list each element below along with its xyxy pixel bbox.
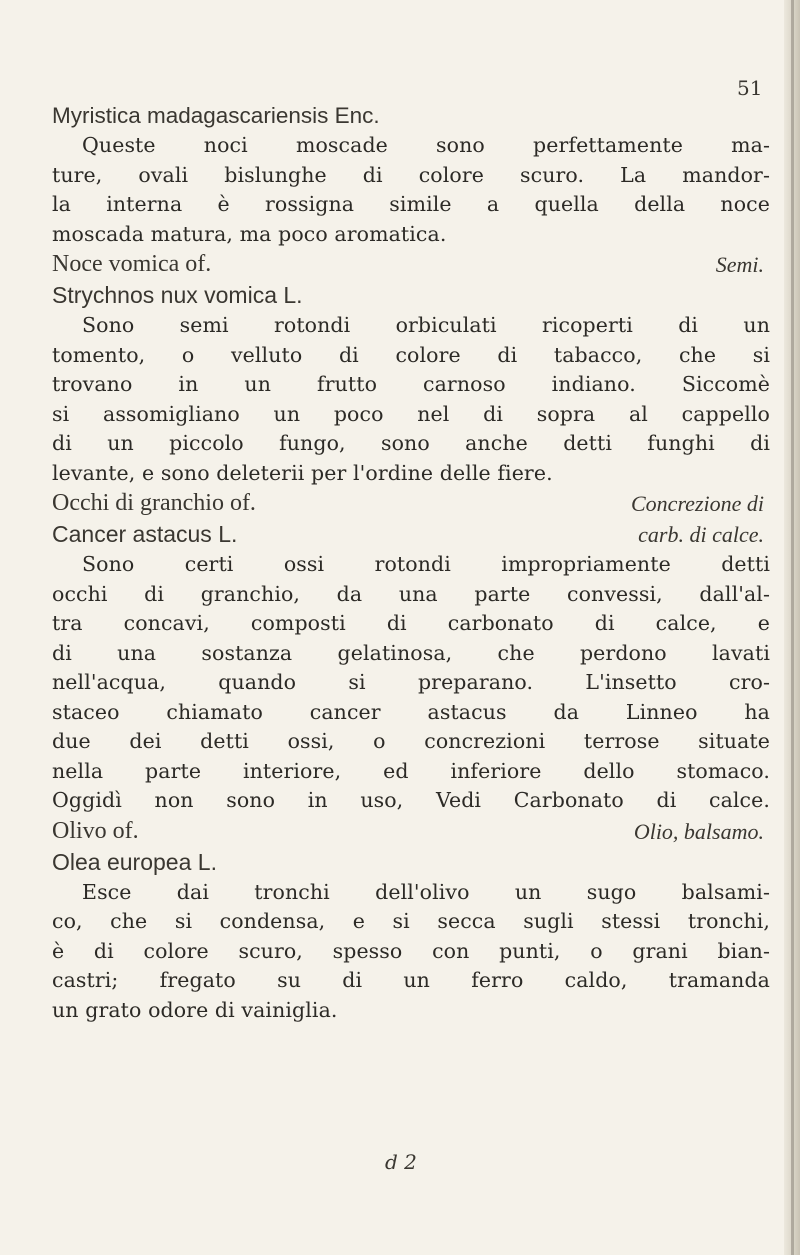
page-number: 51	[737, 76, 763, 100]
binomial-name: Cancer astacus L.	[52, 521, 238, 547]
body-line: un grato odore di vainiglia.	[52, 997, 338, 1022]
drug-part: Semi.	[715, 252, 764, 277]
body-line: tra concavi, composti di carbonato di calce, e	[52, 611, 770, 635]
body-line: di una sostanza gelatinosa, che perdono lavati	[52, 640, 770, 665]
entry-heading-myristica: Myristica madagascariensis Enc.	[52, 103, 380, 128]
body-line: Sono certi ossi rotondi impropriamente detti	[82, 552, 770, 576]
body-line: nella parte interiore, ed inferiore dello stomaco.	[52, 758, 770, 783]
body-line: è di colore scuro, spesso con punti, o grani bian-	[52, 938, 770, 963]
entry-row-noce-vomica	[52, 249, 770, 280]
drug-part: Olio, balsamo.	[633, 818, 764, 844]
body-line: ture, ovali bislunghe di colore scuro. La mandor-	[52, 162, 770, 187]
body-line: moscada matura, ma poco aromatica.	[52, 221, 447, 246]
body-line: Sono semi rotondi orbiculati ricoperti di un	[82, 313, 770, 337]
page-edge-shadow	[791, 0, 794, 1255]
common-name: Occhi di granchio of.	[52, 490, 256, 516]
signature-mark: d 2	[385, 1150, 417, 1174]
drug-part: Concrezione di	[631, 491, 764, 516]
body-line: trovano in un frutto carnoso indiano. Siccomè	[52, 372, 770, 396]
drug-part-continued: carb. di calce.	[638, 522, 764, 547]
body-line: due dei detti ossi, o concrezioni terrose situate	[52, 729, 770, 753]
common-name: Noce vomica of.	[52, 251, 212, 277]
body-line: nell'acqua, quando si preparano. L'insetto cro-	[52, 670, 770, 694]
body-line: Esce dai tronchi dell'olivo un sugo balsami-	[82, 879, 770, 904]
common-name: Olivo of.	[52, 817, 139, 844]
binomial-name: Strychnos nux vomica L.	[52, 282, 303, 308]
body-line: levante, e sono deleterii per l'ordine delle fiere.	[52, 460, 553, 485]
body-line: occhi di granchio, da una parte convessi, dall'al-	[52, 581, 770, 606]
body-line: tomento, o velluto di colore di tabacco, che si	[52, 342, 770, 367]
binomial-name: Olea europea L.	[52, 848, 217, 875]
body-line: si assomigliano un poco nel di sopra al cappello	[52, 401, 770, 426]
body-line: Oggidì non sono in uso, Vedi Carbonato di calce.	[52, 788, 770, 812]
body-line: Queste noci moscade sono perfettamente ma-	[82, 133, 770, 157]
entry-row-olivo	[52, 816, 770, 847]
body-line: di un piccolo fungo, sono anche detti funghi di	[52, 431, 770, 455]
entry-row-occhi	[52, 488, 770, 519]
body-line: co, che si condensa, e si secca sugli stessi tronchi,	[52, 909, 770, 933]
text-block	[52, 100, 770, 1025]
body-line: castri; fregato su di un ferro caldo, tramanda	[52, 968, 770, 992]
body-line: staceo chiamato cancer astacus da Linneo ha	[52, 699, 770, 724]
entry-row-occhi-2	[52, 519, 770, 550]
body-line: la interna è rossigna simile a quella della noce	[52, 192, 770, 216]
